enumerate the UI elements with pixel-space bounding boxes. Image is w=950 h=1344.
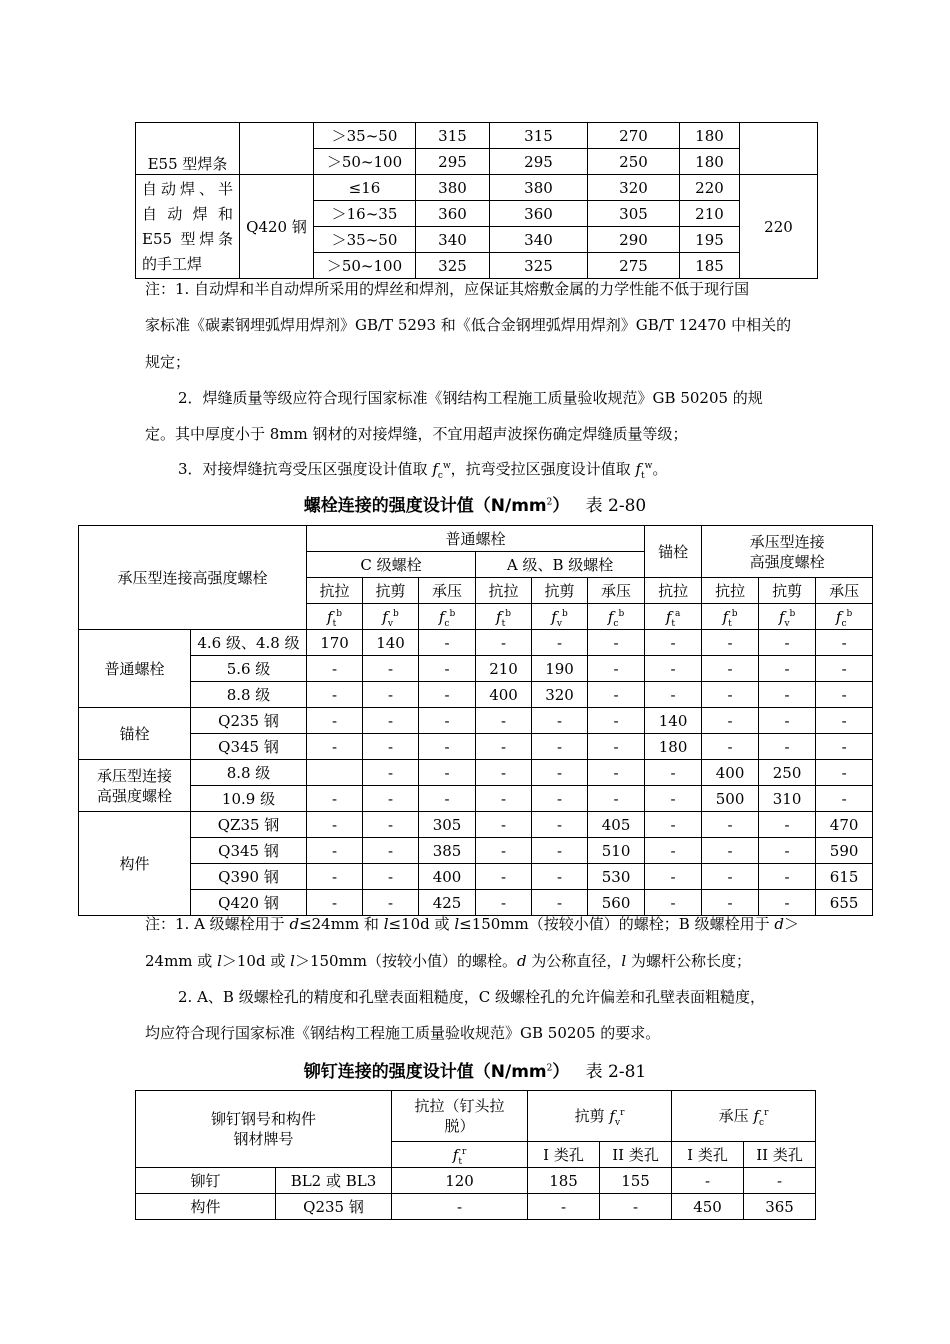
weld-method-cell: [136, 123, 240, 175]
value-cell: 400: [476, 682, 532, 708]
header-bearing: 承压: [419, 578, 476, 604]
table-row: [79, 682, 873, 708]
bolt-strength-table: [78, 525, 873, 916]
header-text: 抗剪: [574, 1107, 610, 1125]
value-cell: 400: [702, 760, 759, 786]
value-cell: -: [392, 1194, 528, 1220]
header-tension: 抗拉: [476, 578, 532, 604]
row-group-cell: [79, 812, 191, 916]
value-cell: -: [759, 864, 816, 890]
value-cell: -: [672, 1168, 744, 1194]
value-cell: -: [419, 682, 476, 708]
value-cell: -: [363, 656, 419, 682]
value-cell: 185: [528, 1168, 600, 1194]
header-class-c: C 级螺栓: [307, 552, 476, 578]
value-cell: -: [532, 786, 588, 812]
value-cell: -: [645, 812, 702, 838]
title-superscript: 2: [546, 1063, 553, 1074]
value-cell: -: [759, 838, 816, 864]
weld-note-2-line-2: 定。其中厚度小于 8mm 钢材的对接焊缝，不宜用超声波探伤确定焊缝质量等级；: [145, 425, 688, 443]
value-cell: -: [307, 682, 363, 708]
table-header-row: [136, 1091, 816, 1142]
value-cell: -: [702, 838, 759, 864]
symbol-cell: $f_t^r$: [392, 1142, 528, 1168]
row-group-cell: [79, 760, 191, 812]
row-group-label: 高强度螺栓: [96, 786, 172, 805]
weld-note-3-part: ，抗弯受拉区强度设计值取: [450, 460, 636, 478]
value-cell: 170: [307, 630, 363, 656]
value-cell: -: [645, 760, 702, 786]
value-cell: 470: [816, 812, 873, 838]
value-cell: -: [419, 708, 476, 734]
grade-cell: Q235 钢: [191, 708, 307, 734]
weld-note-3-part: 3．对接焊缝抗弯受压区强度设计值取: [178, 460, 433, 478]
value-cell: 510: [588, 838, 645, 864]
value-cell: -: [645, 838, 702, 864]
header-line: 高强度螺栓: [749, 552, 825, 571]
value-cell: -: [816, 786, 873, 812]
value-cell: 190: [532, 656, 588, 682]
value-cell: -: [476, 708, 532, 734]
header-line: 脱）: [444, 1117, 475, 1135]
weld-note-3-part: 。: [652, 460, 668, 478]
corner-header: 承压型连接高强度螺栓: [79, 526, 307, 630]
thickness-cell: ＞35~50: [314, 123, 416, 149]
grade-cell: 10.9 级: [191, 786, 307, 812]
value-cell: -: [363, 812, 419, 838]
table-row: [79, 838, 873, 864]
value-cell: -: [600, 1194, 672, 1220]
value-cell: -: [307, 838, 363, 864]
value-cell: 180: [645, 734, 702, 760]
value-cell: 155: [600, 1168, 672, 1194]
grade-cell: Q345 钢: [191, 734, 307, 760]
value-cell: 325: [416, 253, 490, 279]
value-cell: 295: [416, 149, 490, 175]
symbol-cell: $f_t^b$: [307, 604, 363, 630]
value-cell: -: [744, 1168, 816, 1194]
table-row: [136, 1168, 816, 1194]
value-cell: 180: [680, 149, 740, 175]
value-cell: -: [702, 682, 759, 708]
header-tension: 抗拉: [645, 578, 702, 604]
value-cell: -: [816, 760, 873, 786]
value-cell: 210: [680, 201, 740, 227]
table-row: [79, 890, 873, 916]
value-cell: -: [759, 656, 816, 682]
table-header-row: [79, 526, 873, 552]
value-cell: -: [702, 630, 759, 656]
row-group-label: 锚栓: [119, 724, 150, 743]
value-cell: -: [532, 760, 588, 786]
value-cell: -: [532, 708, 588, 734]
value-cell: -: [476, 812, 532, 838]
value-cell: -: [419, 630, 476, 656]
value-cell: 320: [588, 175, 680, 201]
grade-cell: QZ35 钢: [191, 812, 307, 838]
rivet-corner-header: [136, 1091, 392, 1168]
value-cell: 615: [816, 864, 873, 890]
weld-method-line: E55 型焊条: [142, 229, 233, 248]
value-cell: -: [702, 656, 759, 682]
value-cell: 250: [588, 149, 680, 175]
symbol-cell: $f_t^a$: [645, 604, 702, 630]
value-cell: -: [363, 890, 419, 916]
value-cell: -: [702, 812, 759, 838]
bolt-note-1-line-1: 注：1. A 级螺栓用于 d≤24mm 和 l≤10d 或 l≤150mm（按较小值）的螺栓；B 级螺栓用于 d＞: [145, 915, 799, 933]
value-cell: 365: [744, 1194, 816, 1220]
value-cell: -: [588, 786, 645, 812]
symbol-cell: $f_v^b$: [363, 604, 419, 630]
weld-note-1-line-3: 规定；: [145, 353, 191, 371]
fillet-cell: 220: [740, 175, 818, 279]
weld-method-line: 自动焊、半: [142, 179, 233, 198]
title-text: ）: [552, 496, 570, 516]
symbol-cell: $f_c^b$: [816, 604, 873, 630]
value-cell: -: [816, 734, 873, 760]
row-group-label: 普通螺栓: [104, 659, 165, 678]
thickness-cell: ＞50~100: [314, 253, 416, 279]
header-tension: 抗拉: [702, 578, 759, 604]
value-cell: 360: [416, 201, 490, 227]
weld-method-line: 自 动 焊 和: [142, 204, 233, 223]
rivet-name-cell: 铆钉: [136, 1168, 276, 1194]
value-cell: -: [532, 838, 588, 864]
thickness-cell: ＞35~50: [314, 227, 416, 253]
value-cell: -: [588, 656, 645, 682]
header-hole-class-1: I 类孔: [672, 1142, 744, 1168]
header-ordinary-bolt: 普通螺栓: [307, 526, 645, 552]
value-cell: 340: [490, 227, 588, 253]
header-shear: 抗剪: [759, 578, 816, 604]
value-cell: -: [307, 734, 363, 760]
rivet-strength-table: [135, 1090, 816, 1220]
table-row: [79, 708, 873, 734]
value-cell: -: [759, 812, 816, 838]
value-cell: -: [645, 786, 702, 812]
rivet-table-title: [0, 1057, 950, 1082]
value-cell: 270: [588, 123, 680, 149]
fillet-cell: [740, 123, 818, 175]
value-cell: -: [816, 630, 873, 656]
value-cell: -: [476, 734, 532, 760]
value-cell: 185: [680, 253, 740, 279]
bolt-note-2-line-2: 均应符合现行国家标准《钢结构工程施工质量验收规范》GB 50205 的要求。: [145, 1024, 661, 1042]
value-cell: -: [532, 630, 588, 656]
value-cell: -: [363, 760, 419, 786]
steel-cell: Q420 钢: [240, 175, 314, 279]
value-cell: -: [532, 812, 588, 838]
header-anchor-bolt: 锚栓: [645, 526, 702, 578]
value-cell: -: [363, 786, 419, 812]
value-cell: -: [307, 708, 363, 734]
value-cell: -: [363, 838, 419, 864]
weld-note-2-line-1: 2．焊缝质量等级应符合现行国家标准《钢结构工程施工质量验收规范》GB 50205 的规: [178, 389, 763, 407]
value-cell: -: [645, 682, 702, 708]
title-text: 螺栓连接的强度设计值（N/mm: [303, 496, 547, 516]
value-cell: 360: [490, 201, 588, 227]
value-cell: [307, 760, 363, 786]
header-high-strength-bolt: [702, 526, 873, 578]
value-cell: -: [702, 890, 759, 916]
symbol-cell: $f_v^b$: [759, 604, 816, 630]
value-cell: -: [532, 890, 588, 916]
grade-cell: 8.8 级: [191, 760, 307, 786]
value-cell: -: [816, 708, 873, 734]
value-cell: -: [363, 708, 419, 734]
weld-note-3: 3．对接焊缝抗弯受压区强度设计值取 $f_c^w$，抗弯受拉区强度设计值取 $f_t^w$。: [178, 460, 668, 481]
table-row: [136, 175, 818, 201]
value-cell: -: [759, 890, 816, 916]
value-cell: 500: [702, 786, 759, 812]
thickness-cell: ≤16: [314, 175, 416, 201]
value-cell: -: [307, 864, 363, 890]
value-cell: 180: [680, 123, 740, 149]
table-number: 表 2-81: [585, 1062, 647, 1082]
value-cell: 380: [416, 175, 490, 201]
title-superscript: 2: [546, 497, 553, 508]
row-group-cell: [79, 708, 191, 760]
value-cell: -: [759, 630, 816, 656]
value-cell: -: [363, 864, 419, 890]
value-cell: -: [419, 734, 476, 760]
value-cell: 315: [490, 123, 588, 149]
header-hole-class-1: I 类孔: [528, 1142, 600, 1168]
rivet-header-tension: [392, 1091, 528, 1142]
row-group-cell: [79, 630, 191, 708]
value-cell: -: [759, 682, 816, 708]
table-row: [136, 1194, 816, 1220]
weld-method-cell: [136, 175, 240, 279]
bolt-table-body: [79, 630, 873, 916]
grade-cell: Q345 钢: [191, 838, 307, 864]
value-cell: -: [816, 656, 873, 682]
value-cell: -: [363, 682, 419, 708]
table-row: [79, 786, 873, 812]
value-cell: -: [419, 786, 476, 812]
value-cell: 250: [759, 760, 816, 786]
bolt-note-2-line-1: 2. A、B 级螺栓孔的精度和孔壁表面粗糙度，C 级螺栓孔的允许偏差和孔壁表面粗糙度，: [178, 988, 765, 1006]
value-cell: -: [702, 734, 759, 760]
value-cell: -: [588, 682, 645, 708]
header-hole-class-2: II 类孔: [600, 1142, 672, 1168]
value-cell: 590: [816, 838, 873, 864]
table-row: [79, 760, 873, 786]
header-shear: 抗剪: [363, 578, 419, 604]
value-cell: -: [307, 812, 363, 838]
value-cell: 140: [363, 630, 419, 656]
value-cell: -: [307, 890, 363, 916]
value-cell: 325: [490, 253, 588, 279]
table-row: [79, 812, 873, 838]
value-cell: -: [588, 708, 645, 734]
value-cell: -: [645, 630, 702, 656]
symbol-cell: $f_c^b$: [588, 604, 645, 630]
symbol-cell: $f_v^b$: [532, 604, 588, 630]
title-text: ）: [552, 1062, 570, 1082]
value-cell: 340: [416, 227, 490, 253]
table-row: [79, 656, 873, 682]
value-cell: 560: [588, 890, 645, 916]
weld-method-label: E55 型焊条: [147, 155, 228, 173]
value-cell: 450: [672, 1194, 744, 1220]
value-cell: 655: [816, 890, 873, 916]
value-cell: -: [588, 760, 645, 786]
row-group-label: 构件: [119, 854, 150, 873]
value-cell: 320: [532, 682, 588, 708]
header-hole-class-2: II 类孔: [744, 1142, 816, 1168]
value-cell: -: [816, 682, 873, 708]
row-group-label: 承压型连接: [96, 766, 172, 785]
grade-cell: 4.6 级、4.8 级: [191, 630, 307, 656]
value-cell: -: [702, 864, 759, 890]
header-line: 钢材牌号: [233, 1130, 294, 1148]
value-cell: 380: [490, 175, 588, 201]
value-cell: -: [645, 864, 702, 890]
value-cell: -: [532, 864, 588, 890]
value-cell: -: [476, 890, 532, 916]
value-cell: 310: [759, 786, 816, 812]
table-row: [79, 734, 873, 760]
value-cell: -: [645, 656, 702, 682]
value-cell: -: [759, 708, 816, 734]
value-cell: -: [419, 656, 476, 682]
header-text: 承压: [718, 1107, 754, 1125]
table-row: [79, 630, 873, 656]
grade-cell: Q420 钢: [191, 890, 307, 916]
symbol-cell: $f_t^b$: [702, 604, 759, 630]
weld-method-line: 的手工焊: [142, 254, 203, 273]
symbol-cell: $f_t^b$: [476, 604, 532, 630]
value-cell: -: [528, 1194, 600, 1220]
bolt-table-title: [0, 491, 950, 516]
rivet-header-bearing: 承压 $f_c^r$: [672, 1091, 816, 1142]
value-cell: -: [307, 786, 363, 812]
value-cell: -: [476, 760, 532, 786]
table-row: [136, 123, 818, 149]
value-cell: -: [363, 734, 419, 760]
value-cell: 530: [588, 864, 645, 890]
value-cell: -: [476, 786, 532, 812]
value-cell: -: [702, 708, 759, 734]
header-line: 抗拉（钉头拉: [414, 1097, 505, 1115]
value-cell: -: [476, 630, 532, 656]
header-class-ab: A 级、B 级螺栓: [476, 552, 645, 578]
header-bearing: 承压: [816, 578, 873, 604]
value-cell: -: [307, 656, 363, 682]
grade-cell: 5.6 级: [191, 656, 307, 682]
value-cell: 195: [680, 227, 740, 253]
title-text: 铆钉连接的强度设计值（N/mm: [303, 1062, 547, 1082]
weld-note-1-line-1: 注：1. 自动焊和半自动焊所采用的焊丝和焊剂，应保证其熔敷金属的力学性能不低于现行国: [145, 280, 750, 298]
value-cell: 425: [419, 890, 476, 916]
value-cell: 275: [588, 253, 680, 279]
rivet-grade-cell: Q235 钢: [276, 1194, 392, 1220]
value-cell: 405: [588, 812, 645, 838]
header-line: 铆钉钢号和构件: [211, 1110, 317, 1128]
value-cell: 315: [416, 123, 490, 149]
rivet-name-cell: 构件: [136, 1194, 276, 1220]
header-shear: 抗剪: [532, 578, 588, 604]
value-cell: 305: [588, 201, 680, 227]
rivet-grade-cell: BL2 或 BL3: [276, 1168, 392, 1194]
value-cell: 295: [490, 149, 588, 175]
value-cell: -: [419, 760, 476, 786]
value-cell: -: [588, 630, 645, 656]
header-tension: 抗拉: [307, 578, 363, 604]
value-cell: -: [588, 734, 645, 760]
rivet-header-shear: 抗剪 $f_v^r$: [528, 1091, 672, 1142]
value-cell: -: [476, 838, 532, 864]
value-cell: -: [759, 734, 816, 760]
weld-strength-table: [135, 122, 818, 279]
header-line: 承压型连接: [749, 532, 825, 551]
table-row: [79, 864, 873, 890]
value-cell: 120: [392, 1168, 528, 1194]
value-cell: 400: [419, 864, 476, 890]
value-cell: 220: [680, 175, 740, 201]
value-cell: 305: [419, 812, 476, 838]
table-number: 表 2-80: [585, 496, 647, 516]
steel-cell: [240, 123, 314, 175]
thickness-cell: ＞16~35: [314, 201, 416, 227]
symbol-cell: $f_c^b$: [419, 604, 476, 630]
value-cell: 385: [419, 838, 476, 864]
weld-note-1-line-2: 家标准《碳素钢埋弧焊用焊剂》GB/T 5293 和《低合金钢埋弧焊用焊剂》GB/T 12470 中相关的: [145, 316, 792, 334]
value-cell: 210: [476, 656, 532, 682]
header-bearing: 承压: [588, 578, 645, 604]
value-cell: -: [645, 890, 702, 916]
thickness-cell: ＞50~100: [314, 149, 416, 175]
value-cell: 140: [645, 708, 702, 734]
grade-cell: 8.8 级: [191, 682, 307, 708]
value-cell: -: [532, 734, 588, 760]
bolt-note-1-line-2: 24mm 或 l＞10d 或 l＞150mm（按较小值）的螺栓。d 为公称直径，l 为螺杆公称长度；: [145, 952, 752, 970]
value-cell: 290: [588, 227, 680, 253]
value-cell: -: [476, 864, 532, 890]
grade-cell: Q390 钢: [191, 864, 307, 890]
